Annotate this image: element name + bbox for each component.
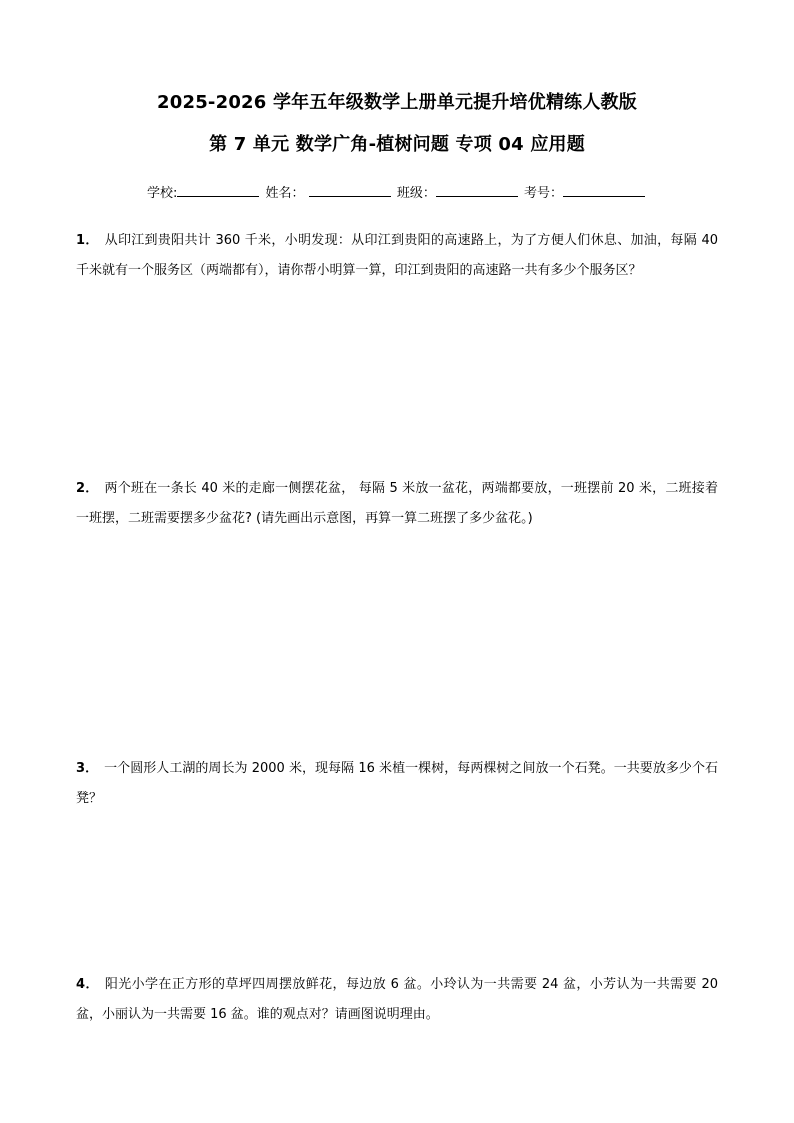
class-label: 班级： [396, 186, 436, 201]
question-1 [76, 226, 718, 286]
question-text: 一个圆形人工湖的周长为 2000 米，现每隔 16 米植一棵树，每两棵树之间放一个石凳。一共要放多少个石凳？ [76, 761, 719, 806]
class-field [397, 182, 520, 201]
question-text: 阳光小学在正方形的草坪四周摆放鲜花，每边放 6 盆。小玲认为一共需要 24 盆，小芳认为一共需要 20 盆，小丽认为一共需要 16 盆。谁的观点对？请画图说明理由。 [76, 977, 718, 1022]
name-label: 姓名： [265, 186, 305, 201]
question-number: 3． [76, 761, 99, 776]
question-text: 两个班在一条长 40 米的走廊一侧摆花盆， 每隔 5 米放一盆花，两端都要放，一班摆前 20 米，二班接着一班摆，二班需要摆多少盆花? (请先画出示意图，再算一算二班摆了多少盆花。) [76, 481, 718, 526]
question-text: 从印江到贵阳共计 360 千米，小明发现：从印江到贵阳的高速路上，为了方便人们休息、加油，每隔 40 千米就有一个服务区（两端都有），请你帮小明算一算，印江到贵阳的高速路一共有多少个服务区？ [76, 233, 718, 278]
question-3 [76, 754, 718, 814]
school-label: 学校: [147, 186, 178, 201]
question-number: 2． [76, 481, 99, 496]
class-blank[interactable] [436, 184, 518, 197]
question-number: 1． [76, 233, 99, 248]
exam-number-blank[interactable] [563, 184, 645, 197]
student-info-row [0, 182, 794, 201]
exam-number-label: 考号： [523, 186, 563, 201]
exam-number-field [524, 182, 647, 201]
page-subtitle: 第 7 单元 数学广角-植树问题 专项 04 应用题 [209, 134, 585, 155]
question-4 [76, 970, 718, 1030]
name-field [266, 182, 393, 201]
question-number: 4． [76, 977, 99, 992]
school-field [147, 182, 261, 201]
school-blank[interactable] [177, 184, 259, 197]
name-blank[interactable] [309, 184, 391, 197]
page-title: 2025-2026 学年五年级数学上册单元提升培优精练人教版 [157, 92, 637, 113]
question-2 [76, 474, 718, 534]
